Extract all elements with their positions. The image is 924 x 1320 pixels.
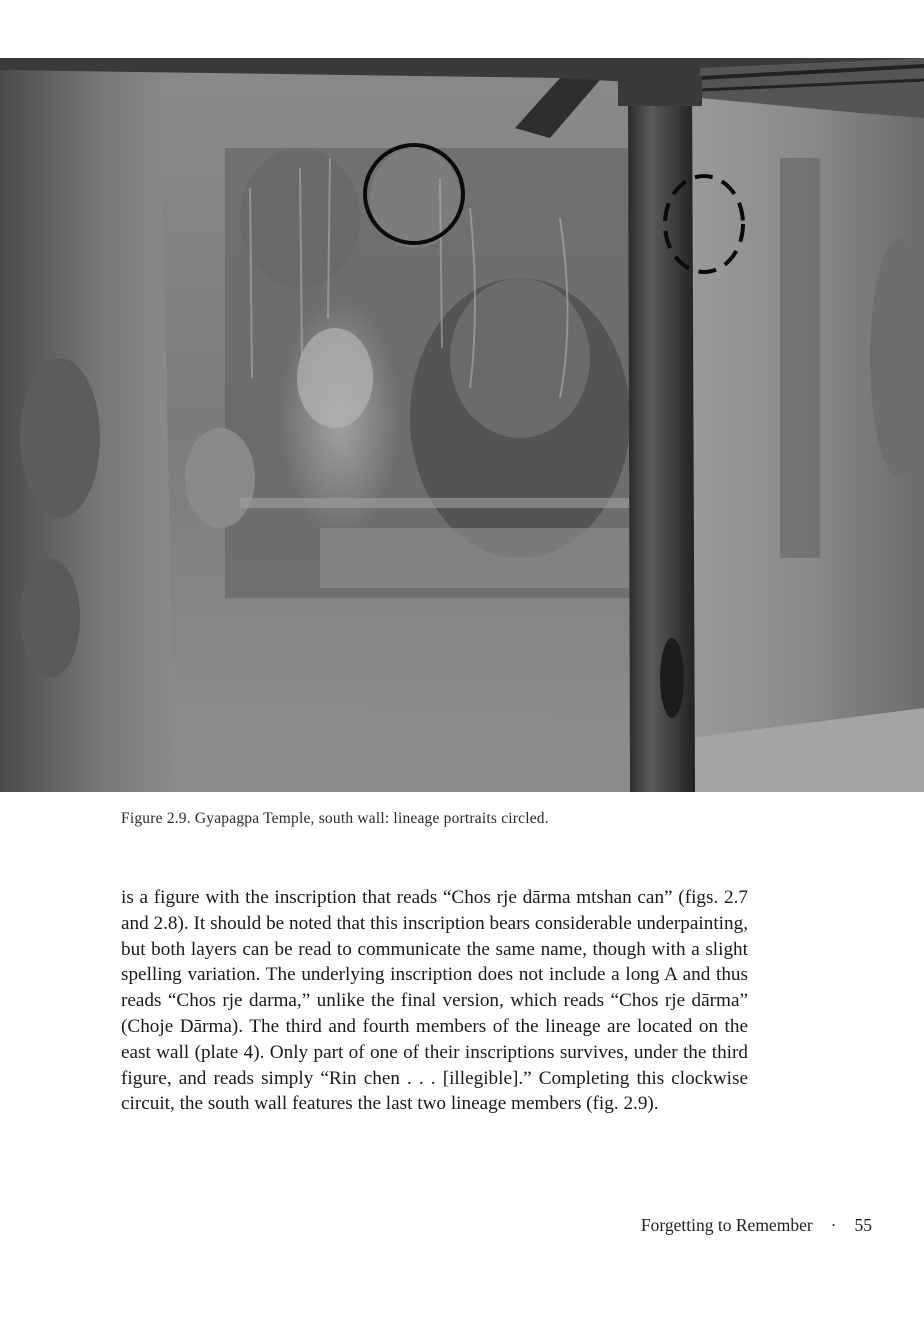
footer-separator: · — [830, 1215, 837, 1235]
figure-caption: Figure 2.9. Gyapagpa Temple, south wall: lineage portraits circled. — [121, 810, 549, 827]
temple-wall-photo — [0, 58, 924, 792]
page-number: 55 — [854, 1215, 872, 1235]
page-footer — [641, 1215, 872, 1236]
figure-photo — [0, 58, 924, 792]
running-title: Forgetting to Remember — [640, 1215, 813, 1235]
body-paragraph: is a figure with the inscription that reads “Chos rje dārma mtshan can” (figs. 2.7 and 2.8). It should be noted that this inscription bears considerable underpainting, but both layers can be read to communicate the same name, though with a slight spelling variation. The underlying inscription does not include a long A and thus reads “Chos rje darma,” unlike the final version, which reads “Chos rje dārma” (Choje Dārma). The third and fourth members of the lineage are located on the east wall (plate 4). Only part of one of their inscriptions survives, under the third figure, and reads simply “Rin chen . . . [illegible].” Completing this clockwise circuit, the south wall features the last two lineage members (fig. 2.9). — [121, 887, 748, 1115]
